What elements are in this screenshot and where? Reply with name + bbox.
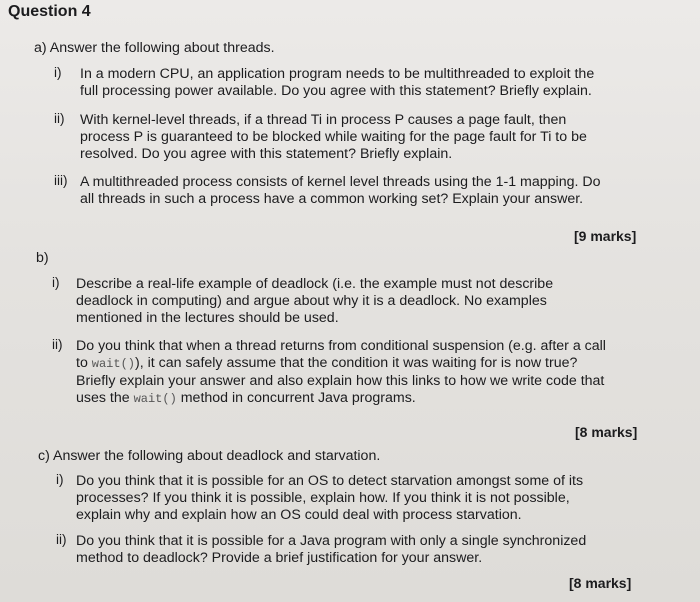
part-b-item-2-number: ii) [52, 337, 63, 352]
part-c-heading: c) Answer the following about deadlock and starvation. [38, 448, 381, 464]
part-a-item-1-number: i) [54, 65, 62, 80]
part-c-item-2-number: ii) [56, 532, 67, 547]
part-b-item-1-number: i) [52, 275, 60, 290]
part-b-heading: b) [36, 250, 49, 266]
part-a-heading: a) Answer the following about threads. [34, 40, 275, 56]
wait-code-inline: wait() [133, 392, 177, 406]
part-a-item-3-text: A multithreaded process consists of kernel level threads using the 1-1 mapping. Do all threads in such a process have a common working set? Explain your answer. [80, 174, 601, 207]
part-a-item-3-number: iii) [54, 173, 68, 188]
part-c-item-1-text: Do you think that it is possible for an OS to detect starvation amongst some of its processes? If you think it is possible, explain how. If you think it is not possible, explain why and explain how an OS could deal with process starvation. [76, 473, 584, 523]
part-c-item-1-number: i) [56, 472, 64, 487]
part-a-item-2-text: With kernel-level threads, if a thread Ti in process P causes a page fault, then process P is guaranteed to be blocked while waiting for the page fault for Ti to be resolved. Do you agree with this statement? Briefly explain. [80, 112, 587, 162]
part-b-marks: [8 marks] [575, 424, 638, 440]
part-c-item-2-text: Do you think that it is possible for a Java program with only a single synchronized method to deadlock? Provide a brief justification for your answer. [76, 533, 587, 566]
part-a-item-2-number: ii) [54, 111, 65, 126]
wait-code-inline: wait() [91, 357, 135, 371]
part-a-marks: [9 marks] [574, 228, 637, 244]
part-b-item-1-text: Describe a real-life example of deadlock (i.e. the example must not describe deadlock in computing) and argue about why it is a deadlock. No examples mentioned in the lectures should be used. [76, 276, 554, 326]
part-b-item-2-text: Do you think that when a thread returns from conditional suspension (e.g. after a call to wait()), it can safely assume that the condition it was waiting for is now true? Briefly explain your answer and also explain how this links to how we write code that uses the wait() method in concurrent Java programs. [76, 338, 606, 406]
part-a-item-1-text: In a modern CPU, an application program needs to be multithreaded to exploit the full processing power available. Do you agree with this statement? Briefly explain. [80, 66, 595, 99]
question-title: Question 4 [8, 3, 91, 20]
part-c-marks: [8 marks] [569, 575, 632, 591]
